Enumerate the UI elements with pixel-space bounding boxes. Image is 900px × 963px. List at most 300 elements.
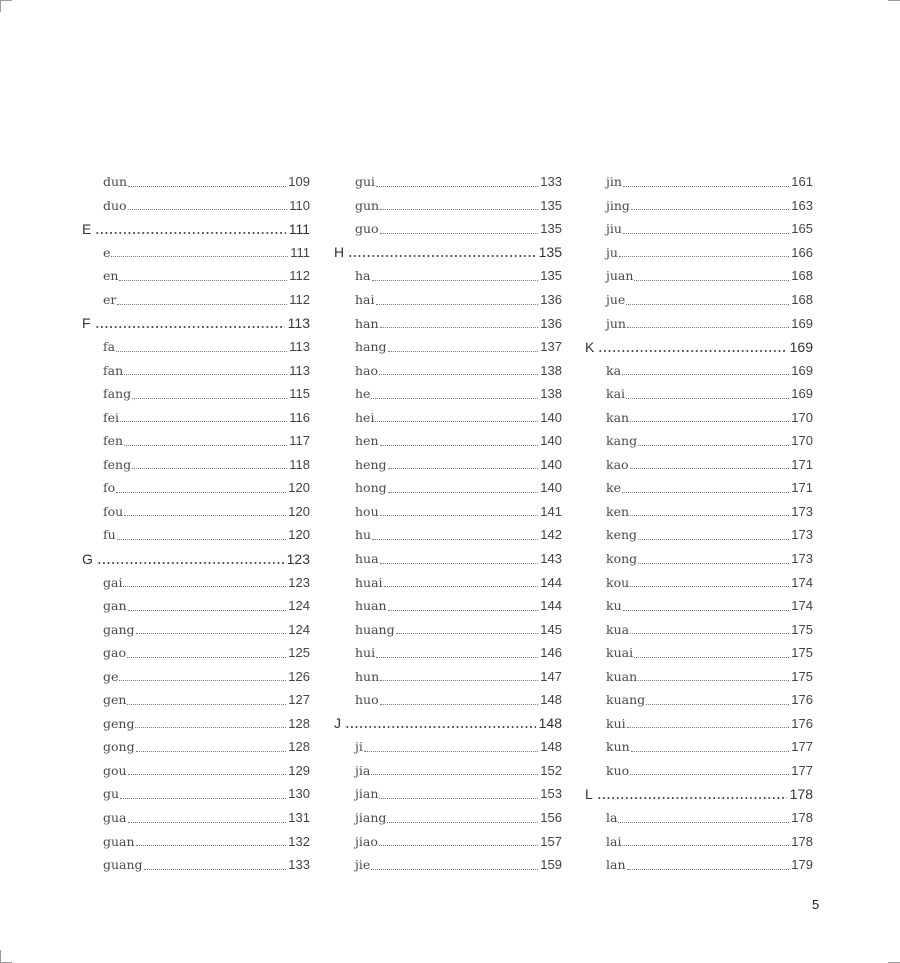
entry-label: kuo xyxy=(606,762,630,778)
page-reference: 177 xyxy=(791,762,813,778)
dot-leader xyxy=(128,185,286,187)
index-entry xyxy=(82,358,310,382)
index-entry xyxy=(585,853,813,877)
index-entry xyxy=(585,688,813,712)
page-reference: 171 xyxy=(791,456,813,472)
index-entry xyxy=(334,641,562,665)
page-reference: 163 xyxy=(791,197,813,213)
page-reference: 117 xyxy=(289,433,310,449)
index-entry xyxy=(334,476,562,500)
page-reference: 109 xyxy=(288,174,310,190)
entry-label: kun xyxy=(606,739,630,755)
dot-leader xyxy=(380,514,539,516)
index-entry xyxy=(82,382,310,406)
entry-label: guang xyxy=(103,857,143,873)
entry-label: gou xyxy=(103,762,127,778)
index-section-heading xyxy=(334,712,562,736)
page-reference: 176 xyxy=(791,692,813,708)
section-letter: E xyxy=(82,220,92,237)
section-letter: L xyxy=(585,785,593,802)
index-section-heading xyxy=(334,241,562,265)
dot-leader xyxy=(618,821,789,823)
entry-label: geng xyxy=(103,715,135,731)
page-reference: 128 xyxy=(288,715,310,731)
page-reference: 159 xyxy=(540,857,562,873)
dot-leader xyxy=(622,373,789,375)
index-entry xyxy=(334,523,562,547)
index-entry xyxy=(334,453,562,477)
dot-leader xyxy=(630,773,789,775)
page-reference: 174 xyxy=(791,574,813,590)
index-entry xyxy=(334,594,562,618)
page-reference: 178 xyxy=(791,833,813,849)
dot-leader xyxy=(136,750,287,752)
dot-leader xyxy=(380,326,539,328)
index-entry xyxy=(334,405,562,429)
page-reference: 137 xyxy=(540,339,562,355)
page-reference: 148 xyxy=(538,715,562,732)
index-entry xyxy=(334,806,562,830)
page-reference: 176 xyxy=(791,715,813,731)
index-section-heading xyxy=(82,547,310,571)
dot-leader xyxy=(388,467,539,469)
page-reference: 132 xyxy=(288,833,310,849)
entry-label: gen xyxy=(103,692,127,708)
dot-leader xyxy=(345,725,536,729)
entry-label: dun xyxy=(103,174,128,190)
dot-leader xyxy=(144,868,287,870)
dot-leader xyxy=(380,703,539,705)
entry-label: jun xyxy=(606,315,626,331)
dot-leader xyxy=(384,585,539,587)
index-section-heading xyxy=(82,217,310,241)
page-reference: 140 xyxy=(540,433,562,449)
page-reference: 169 xyxy=(791,315,813,331)
entry-label: ku xyxy=(606,598,622,614)
page-reference: 112 xyxy=(289,268,310,284)
page-reference: 175 xyxy=(791,621,813,637)
page-reference: 178 xyxy=(789,785,813,802)
dot-leader xyxy=(372,538,538,540)
page-reference: 111 xyxy=(290,244,310,260)
index-entry xyxy=(82,829,310,853)
index-entry xyxy=(585,759,813,783)
entry-label: hui xyxy=(355,645,376,661)
entry-label: gu xyxy=(103,786,120,802)
page-reference: 140 xyxy=(540,409,562,425)
index-entry xyxy=(82,641,310,665)
index-entry xyxy=(334,217,562,241)
index-entry xyxy=(334,759,562,783)
entry-label: gua xyxy=(103,810,127,826)
entry-label: gao xyxy=(103,645,126,661)
page-reference: 130 xyxy=(288,786,310,802)
page-reference: 173 xyxy=(791,527,813,543)
page-reference: 123 xyxy=(288,574,310,590)
entry-label: fang xyxy=(103,386,132,402)
dot-leader xyxy=(380,679,538,681)
page-reference: 175 xyxy=(791,645,813,661)
entry-label: heng xyxy=(355,456,387,472)
entry-label: gun xyxy=(355,197,380,213)
page-reference: 129 xyxy=(288,762,310,778)
index-column-1 xyxy=(82,170,310,876)
entry-label: jin xyxy=(606,174,622,190)
dot-leader xyxy=(371,868,538,870)
dot-leader xyxy=(111,255,288,257)
page-reference: 113 xyxy=(289,339,310,355)
dot-leader xyxy=(388,609,539,611)
dot-leader xyxy=(375,420,538,422)
index-entry xyxy=(334,358,562,382)
entry-label: fo xyxy=(103,480,116,496)
dot-leader xyxy=(116,350,287,352)
dot-leader xyxy=(127,703,286,705)
index-entry xyxy=(82,335,310,359)
index-entry xyxy=(585,594,813,618)
dot-leader xyxy=(379,844,538,846)
entry-label: fu xyxy=(103,527,116,543)
entry-label: han xyxy=(355,315,379,331)
index-entry xyxy=(585,523,813,547)
dot-leader xyxy=(380,232,539,234)
dot-leader xyxy=(623,185,789,187)
index-entry xyxy=(334,382,562,406)
page-reference: 177 xyxy=(791,739,813,755)
page-reference: 127 xyxy=(288,692,310,708)
entry-label: fen xyxy=(103,433,124,449)
entry-label: lai xyxy=(606,833,622,849)
dot-leader xyxy=(135,726,286,728)
entry-label: ha xyxy=(355,268,371,284)
index-entry xyxy=(585,735,813,759)
dot-leader xyxy=(136,844,287,846)
dot-leader xyxy=(626,397,789,399)
page-reference: 120 xyxy=(288,527,310,543)
index-entry xyxy=(334,688,562,712)
index-entry xyxy=(82,617,310,641)
entry-label: duo xyxy=(103,197,127,213)
page-reference: 113 xyxy=(287,315,310,332)
entry-label: ge xyxy=(103,668,119,684)
entry-label: kao xyxy=(606,456,629,472)
index-entry xyxy=(585,664,813,688)
page-reference: 140 xyxy=(540,456,562,472)
dot-leader xyxy=(380,562,539,564)
entry-label: kuai xyxy=(606,645,634,661)
index-entry xyxy=(334,853,562,877)
entry-label: kou xyxy=(606,574,630,590)
entry-label: fou xyxy=(103,503,124,519)
page-reference: 135 xyxy=(540,221,562,237)
index-entry xyxy=(585,311,813,335)
dot-leader xyxy=(627,326,789,328)
entry-label: gui xyxy=(355,174,376,190)
dot-leader xyxy=(630,514,789,516)
dot-leader xyxy=(136,632,287,634)
entry-label: keng xyxy=(606,527,638,543)
index-entry xyxy=(82,476,310,500)
dot-leader xyxy=(638,562,789,564)
dot-leader xyxy=(120,797,286,799)
index-entry xyxy=(82,288,310,312)
index-entry xyxy=(82,853,310,877)
entry-label: gan xyxy=(103,598,127,614)
page-reference: 168 xyxy=(791,268,813,284)
entry-label: hen xyxy=(355,433,379,449)
dot-leader xyxy=(127,656,286,658)
index-entry xyxy=(585,264,813,288)
entry-label: ken xyxy=(606,503,630,519)
index-entry xyxy=(585,641,813,665)
dot-leader xyxy=(634,279,789,281)
index-entry xyxy=(585,806,813,830)
page-reference: 124 xyxy=(288,598,310,614)
entry-label: kai xyxy=(606,386,626,402)
page-reference: 144 xyxy=(540,574,562,590)
index-entry xyxy=(334,829,562,853)
page-reference: 124 xyxy=(288,621,310,637)
index-entry xyxy=(585,194,813,218)
entry-label: hang xyxy=(355,339,387,355)
page-reference: 125 xyxy=(288,645,310,661)
index-entry xyxy=(585,358,813,382)
index-entry xyxy=(585,570,813,594)
page-reference: 115 xyxy=(289,386,310,402)
dot-leader xyxy=(119,679,286,681)
dot-leader xyxy=(364,750,538,752)
index-entry xyxy=(82,453,310,477)
dot-leader xyxy=(619,255,789,257)
page-reference: 147 xyxy=(540,668,562,684)
page-reference: 113 xyxy=(289,362,310,378)
index-entry xyxy=(585,170,813,194)
dot-leader xyxy=(132,467,287,469)
index-entry xyxy=(82,405,310,429)
index-entry xyxy=(82,735,310,759)
entry-label: kong xyxy=(606,551,638,567)
dot-leader xyxy=(622,844,789,846)
entry-label: kuan xyxy=(606,668,638,684)
index-entry xyxy=(585,712,813,736)
index-entry xyxy=(334,311,562,335)
dot-leader xyxy=(646,703,789,705)
index-entry xyxy=(82,241,310,265)
entry-label: he xyxy=(355,386,371,402)
entry-label: guo xyxy=(355,221,379,237)
index-entry xyxy=(585,453,813,477)
entry-label: lan xyxy=(606,857,626,873)
index-entry xyxy=(82,782,310,806)
page-reference: 123 xyxy=(286,550,310,567)
page-reference: 152 xyxy=(540,762,562,778)
page-reference: 140 xyxy=(540,480,562,496)
page-reference: 148 xyxy=(540,692,562,708)
entry-label: hong xyxy=(355,480,387,496)
dot-leader xyxy=(380,444,539,446)
index-entry xyxy=(82,429,310,453)
dot-leader xyxy=(388,491,539,493)
entry-label: jue xyxy=(606,292,626,307)
dot-leader xyxy=(630,420,789,422)
page-reference: 135 xyxy=(540,197,562,213)
page-reference: 166 xyxy=(791,244,813,260)
entry-label: jia xyxy=(355,762,371,778)
index-entry xyxy=(334,782,562,806)
page-reference: 169 xyxy=(791,386,813,402)
entry-label: huan xyxy=(355,598,387,614)
page-reference: 169 xyxy=(789,338,813,355)
index-entry xyxy=(585,429,813,453)
index-entry xyxy=(82,806,310,830)
dot-leader xyxy=(124,514,286,516)
index-entry xyxy=(585,288,813,312)
index-entry xyxy=(334,429,562,453)
dot-leader xyxy=(630,585,789,587)
page-reference: 144 xyxy=(540,598,562,614)
entry-label: guan xyxy=(103,833,135,849)
entry-label: huai xyxy=(355,574,383,590)
page-reference: 136 xyxy=(540,315,562,331)
index-entry xyxy=(334,500,562,524)
index-entry xyxy=(82,170,310,194)
entry-label: jiang xyxy=(355,810,387,826)
page-reference: 174 xyxy=(791,598,813,614)
page-reference: 111 xyxy=(288,220,310,237)
section-letter: J xyxy=(334,715,341,732)
dot-leader xyxy=(598,349,786,353)
entry-label: hun xyxy=(355,668,380,684)
dot-leader xyxy=(348,254,536,258)
dot-leader xyxy=(123,585,286,587)
entry-label: kua xyxy=(606,621,630,637)
page-reference: 175 xyxy=(791,668,813,684)
dot-leader xyxy=(387,821,538,823)
entry-label: gai xyxy=(103,574,123,590)
dot-leader xyxy=(132,397,287,399)
index-entry xyxy=(585,476,813,500)
index-entry xyxy=(82,523,310,547)
page-reference: 128 xyxy=(288,739,310,755)
dot-leader xyxy=(124,373,287,375)
dot-leader xyxy=(630,632,789,634)
page-reference: 178 xyxy=(791,810,813,826)
index-entry xyxy=(82,688,310,712)
index-section-heading xyxy=(585,335,813,359)
dot-leader xyxy=(372,279,539,281)
index-entry xyxy=(82,594,310,618)
entry-label: gang xyxy=(103,621,135,637)
dot-leader xyxy=(376,303,539,305)
entry-label: hua xyxy=(355,551,379,567)
entry-label: hei xyxy=(355,409,375,425)
section-letter: H xyxy=(334,244,345,261)
crop-mark-top-right xyxy=(888,0,900,1)
index-column-2 xyxy=(334,170,562,876)
page-reference: 136 xyxy=(540,292,562,307)
page-number: 5 xyxy=(812,897,820,912)
entry-label: en xyxy=(103,268,119,284)
page-reference: 116 xyxy=(289,409,310,425)
index-entry xyxy=(585,829,813,853)
index-entry xyxy=(82,664,310,688)
entry-label: kui xyxy=(606,715,626,731)
index-column-3 xyxy=(585,170,813,876)
index-entry xyxy=(82,712,310,736)
entry-label: jiu xyxy=(606,221,622,237)
page-reference: 126 xyxy=(288,668,310,684)
entry-label: hu xyxy=(355,527,372,543)
entry-label: kuang xyxy=(606,692,646,708)
dot-leader xyxy=(630,467,790,469)
page-reference: 153 xyxy=(540,786,562,802)
entry-label: e xyxy=(103,244,111,260)
entry-label: feng xyxy=(103,456,132,472)
dot-leader xyxy=(117,303,287,305)
entry-label: hao xyxy=(355,362,379,378)
index-section-heading xyxy=(82,311,310,335)
index-section-heading xyxy=(585,782,813,806)
page-reference: 170 xyxy=(791,409,813,425)
index-entry xyxy=(334,194,562,218)
dot-leader xyxy=(128,609,287,611)
page-reference: 143 xyxy=(540,551,562,567)
page-reference: 173 xyxy=(791,551,813,567)
dot-leader xyxy=(128,821,287,823)
index-entry xyxy=(82,194,310,218)
dot-leader xyxy=(634,656,789,658)
dot-leader xyxy=(371,773,538,775)
dot-leader xyxy=(128,208,288,210)
index-entry xyxy=(585,547,813,571)
dot-leader xyxy=(631,750,790,752)
entry-label: huo xyxy=(355,692,379,708)
index-entry xyxy=(334,170,562,194)
dot-leader xyxy=(119,279,287,281)
page-reference: 133 xyxy=(540,174,562,190)
entry-label: hou xyxy=(355,503,379,519)
page-reference: 148 xyxy=(540,739,562,755)
entry-label: ji xyxy=(355,739,363,755)
dot-leader xyxy=(376,185,538,187)
index-entry xyxy=(82,500,310,524)
dot-leader xyxy=(627,868,790,870)
page-reference: 135 xyxy=(540,268,562,284)
entry-label: ju xyxy=(606,244,618,260)
entry-label: kan xyxy=(606,409,630,425)
dot-leader xyxy=(626,303,789,305)
dot-leader xyxy=(627,726,790,728)
dot-leader xyxy=(120,420,287,422)
page-reference: 145 xyxy=(540,621,562,637)
index-entry xyxy=(334,617,562,641)
index-entry xyxy=(82,759,310,783)
page-reference: 168 xyxy=(791,292,813,307)
section-letter: F xyxy=(82,315,91,332)
dot-leader xyxy=(376,656,538,658)
page-reference: 146 xyxy=(540,645,562,661)
page-reference: 110 xyxy=(289,197,310,213)
entry-label: jing xyxy=(606,197,630,213)
entry-label: huang xyxy=(355,621,395,637)
dot-leader xyxy=(638,679,789,681)
page-reference: 156 xyxy=(540,810,562,826)
index-entry xyxy=(82,570,310,594)
dot-leader xyxy=(95,325,285,329)
dot-leader xyxy=(622,491,789,493)
entry-label: ka xyxy=(606,362,622,378)
page-reference: 165 xyxy=(791,221,813,237)
